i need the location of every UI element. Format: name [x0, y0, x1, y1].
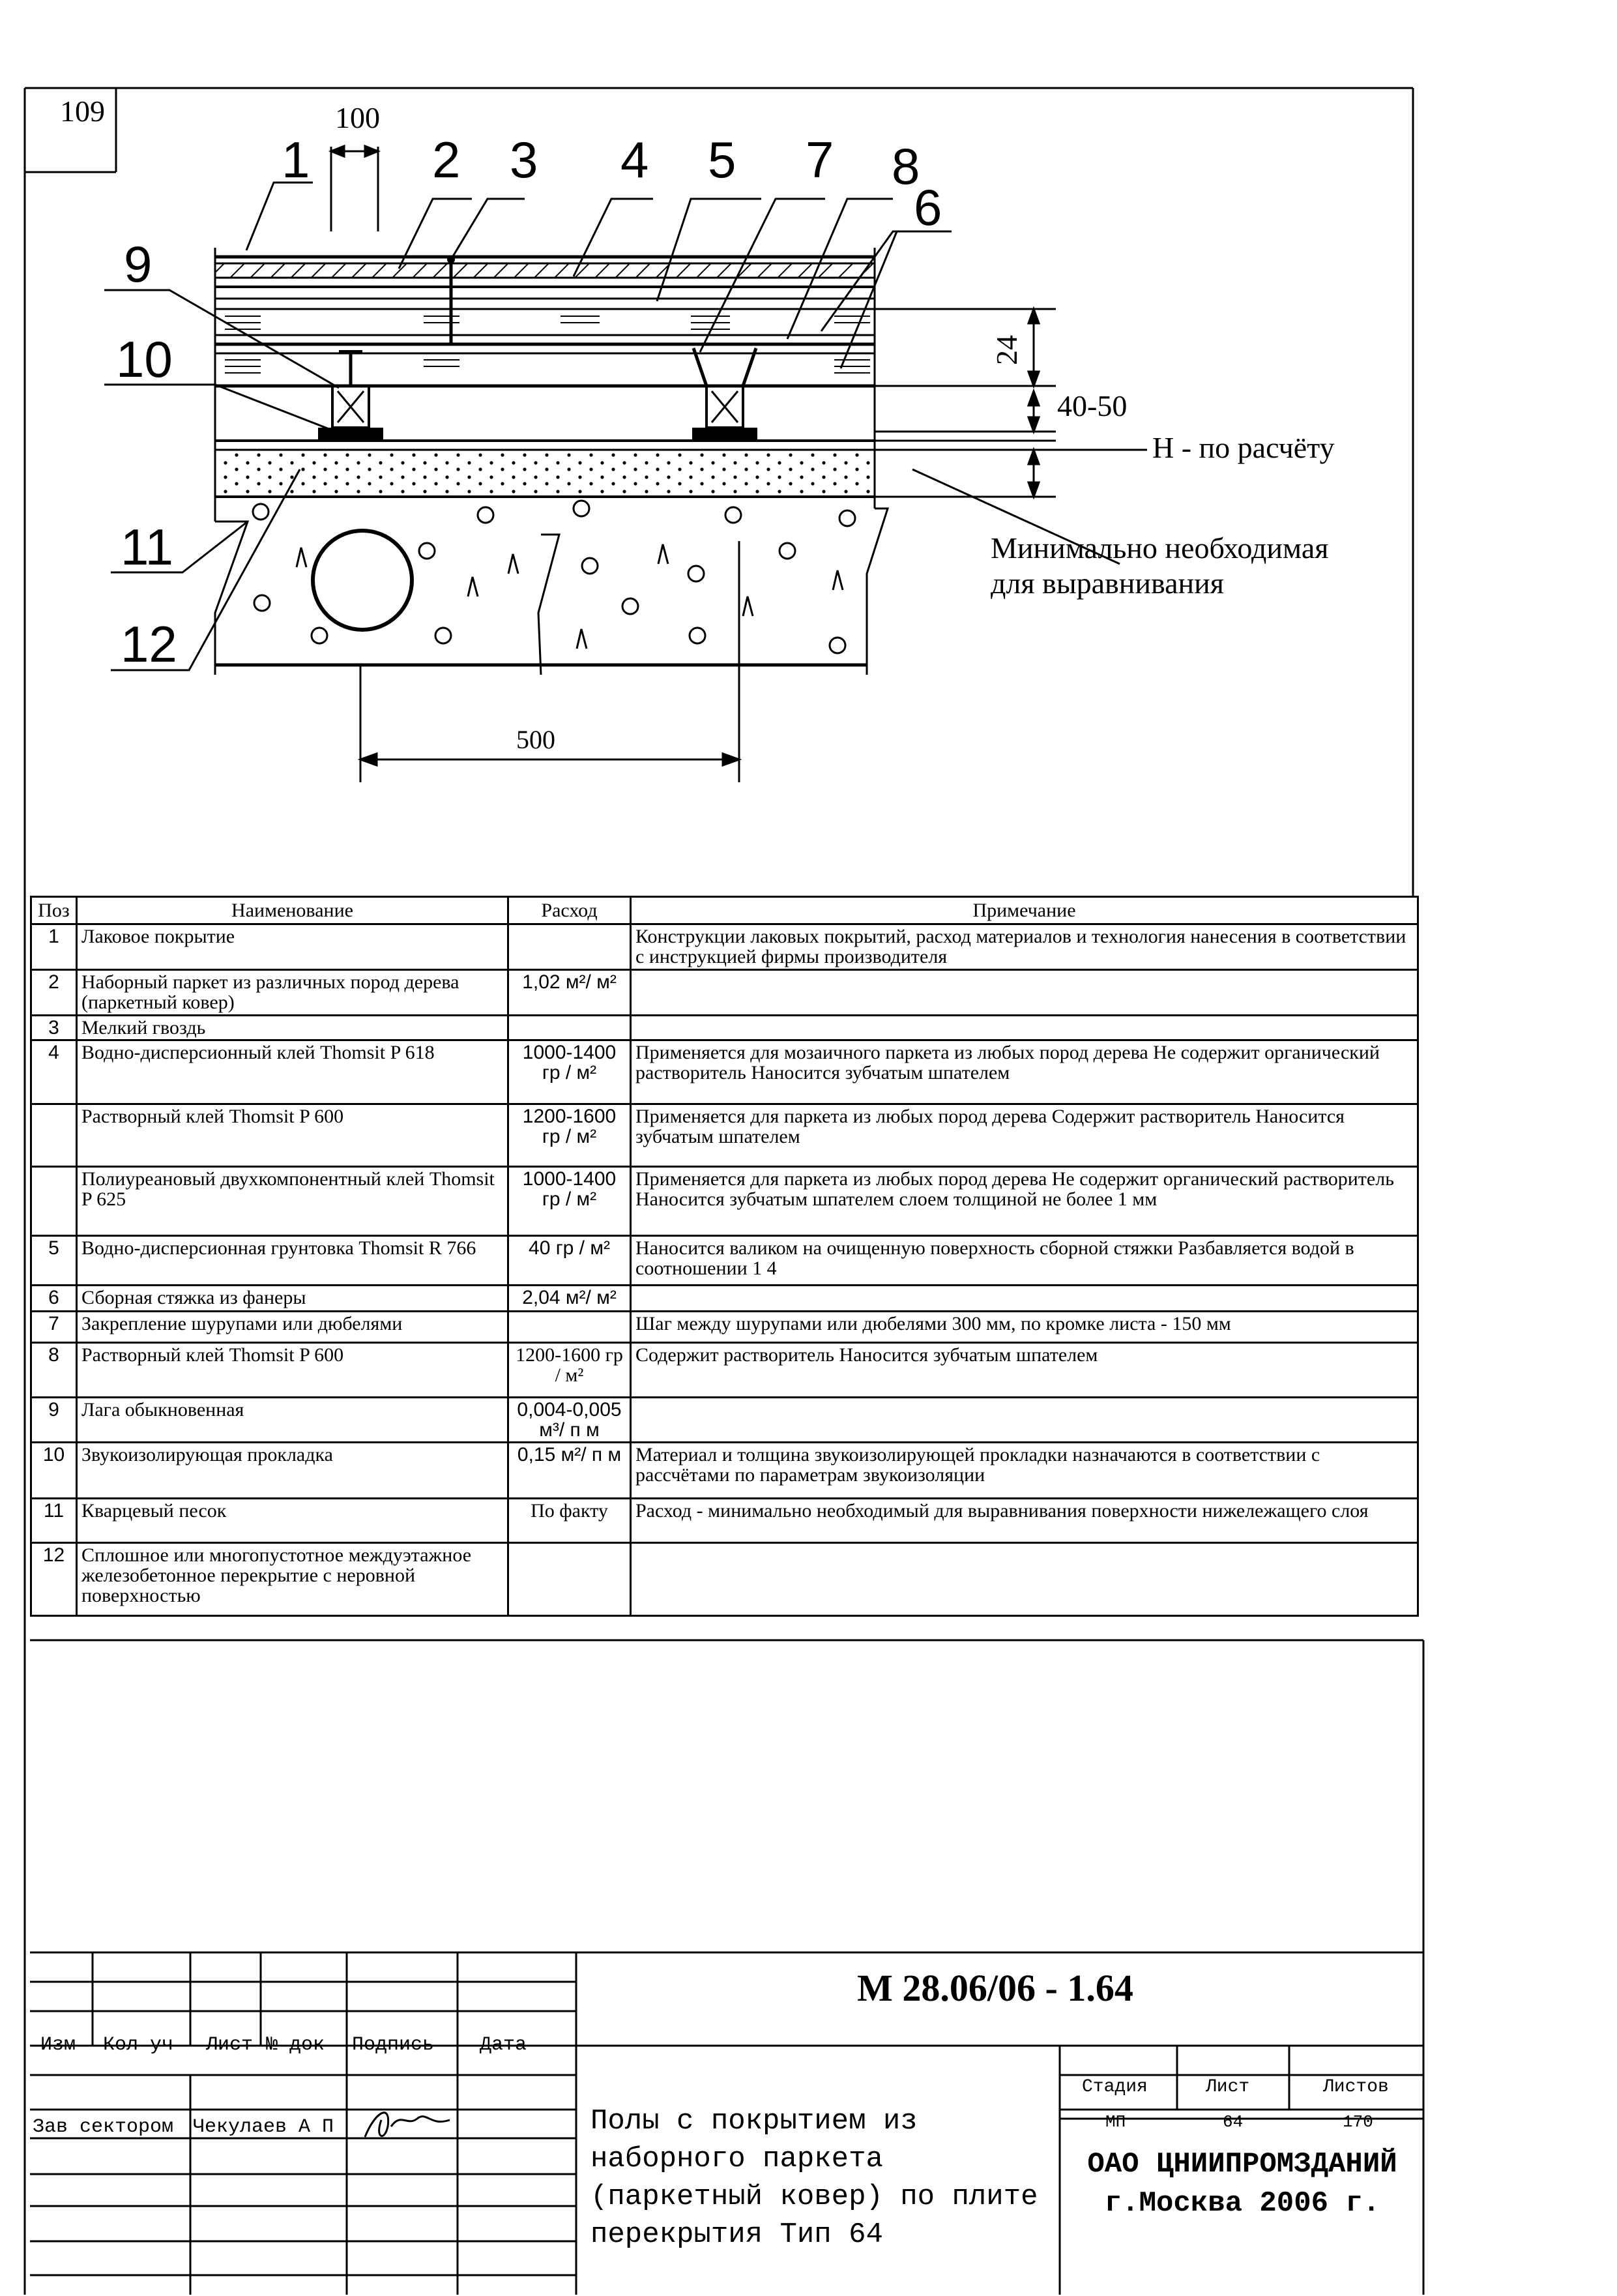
- table-row: 8 Растворный клей Thomsit P 600 1200-1600 гр / м² Содержит растворитель Наносится зубчатым шпателем: [31, 1343, 1418, 1398]
- sheet-number: 109: [60, 95, 105, 128]
- org-line-2: г.Москва 2006 г.: [1104, 2187, 1380, 2220]
- callout-3: 3: [510, 131, 538, 188]
- table-row: 9 Лага обыкновенная 0,004-0,005 м³/ п м: [31, 1398, 1418, 1443]
- table-row: 2 Наборный паркет из различных пород дерева (паркетный ковер) 1,02 м²/ м²: [31, 970, 1418, 1016]
- col-signature: Подпись: [352, 2034, 435, 2056]
- note-line-1: Минимально необходимая: [991, 531, 1329, 565]
- callout-1: 1: [282, 131, 310, 188]
- organization: [1060, 2145, 1425, 2223]
- table-row: Полиуреановый двухкомпонентный клей Thomsit P 625 1000-1400 гр / м² Применяется для паркета из любых пород дерева Не содержит органический растворитель Наносится зубчатым шпателем слоем толщиной не более 1 мм: [31, 1167, 1418, 1236]
- callout-2: 2: [432, 131, 461, 188]
- person-name: Чекулаев А П: [193, 2116, 334, 2138]
- header-qty: Расход: [508, 897, 631, 924]
- table-row: 6 Сборная стяжка из фанеры 2,04 м²/ м²: [31, 1286, 1418, 1312]
- stage-value: МП: [1105, 2112, 1126, 2132]
- col-date: Дата: [480, 2034, 527, 2056]
- callout-6: 6: [914, 179, 942, 236]
- table-row: 7 Закрепление шурупами или дюбелями Шаг между шурупами или дюбелями 300 мм, по кромке листа - 150 мм: [31, 1312, 1418, 1343]
- table-row: 1 Лаковое покрытие Конструкции лаковых покрытий, расход материалов и технология нанесения в соответствии с инструкцией фирмы производителя: [31, 924, 1418, 970]
- col-doc-no: № док: [266, 2034, 325, 2056]
- callout-7: 7: [806, 131, 834, 188]
- table-row: 12 Сплошное или многопустотное междуэтажное железобетонное перекрытие с неровной поверхностью: [31, 1543, 1418, 1616]
- callout-10: 10: [116, 331, 173, 388]
- col-kol-uch: Кол уч: [103, 2034, 174, 2056]
- note-line-2: для выравнивания: [991, 567, 1224, 600]
- signature: [365, 2113, 450, 2137]
- dim-40-50: 40-50: [1057, 389, 1128, 422]
- callout-11: 11: [121, 518, 173, 576]
- doc-code: М 28.06/06 - 1.64: [857, 1967, 1133, 2009]
- callout-5: 5: [708, 131, 736, 188]
- dim-h: Н - по расчёту: [1152, 431, 1335, 464]
- col-list: Лист: [206, 2034, 254, 2056]
- header-name: Наименование: [77, 897, 508, 924]
- dim-24: 24: [990, 335, 1023, 365]
- table-row: 11 Кварцевый песок По факту Расход - минимально необходимый для выравнивания поверхности нижележащего слоя: [31, 1499, 1418, 1543]
- callout-8: 8: [892, 138, 920, 195]
- table-row: 5 Водно-дисперсионная грунтовка Thomsit R 766 40 гр / м² Наносится валиком на очищенную поверхность сборной стяжки Разбавляется водой в соотношении 1 4: [31, 1236, 1418, 1286]
- stage-label: Стадия: [1082, 2077, 1148, 2097]
- table-row: Растворный клей Thomsit P 600 1200-1600 гр / м² Применяется для паркета из любых пород дерева Содержит растворитель Наносится зубчатым шпателем: [31, 1104, 1418, 1167]
- sheet-value: 64: [1223, 2112, 1244, 2132]
- header-note: Примечание: [631, 897, 1418, 924]
- dim-500: 500: [516, 725, 555, 754]
- sheet-label: Лист: [1206, 2077, 1250, 2097]
- sheets-label: Листов: [1323, 2077, 1389, 2097]
- table-row: 4 Водно-дисперсионный клей Thomsit P 618 1000-1400 гр / м² Применяется для мозаичного паркета из любых пород дерева Не содержит органический растворитель Наносится зубчатым шпателем: [31, 1040, 1418, 1104]
- table-row: 3 Мелкий гвоздь: [31, 1016, 1418, 1040]
- callout-9: 9: [124, 235, 153, 293]
- dim-100: 100: [335, 101, 380, 134]
- sheets-value: 170: [1343, 2112, 1373, 2132]
- table-row: 10 Звукоизолирующая прокладка 0,15 м²/ п м Материал и толщина звукоизолирующей прокладки назначаются в соответствии с рассчётами по параметрам звукоизоляции: [31, 1443, 1418, 1499]
- callout-12: 12: [121, 615, 177, 673]
- org-line-1: ОАО ЦНИИПРОМЗДАНИЙ: [1087, 2148, 1397, 2181]
- role-label: Зав сектором: [33, 2116, 174, 2138]
- callout-4: 4: [620, 131, 649, 188]
- drawing-title: Полы с покрытием из наборного паркета (паркетный ковер) по плите перекрытия Тип 64: [590, 2105, 1038, 2251]
- header-pos: Поз: [31, 897, 77, 924]
- col-izm: Изм: [40, 2034, 76, 2056]
